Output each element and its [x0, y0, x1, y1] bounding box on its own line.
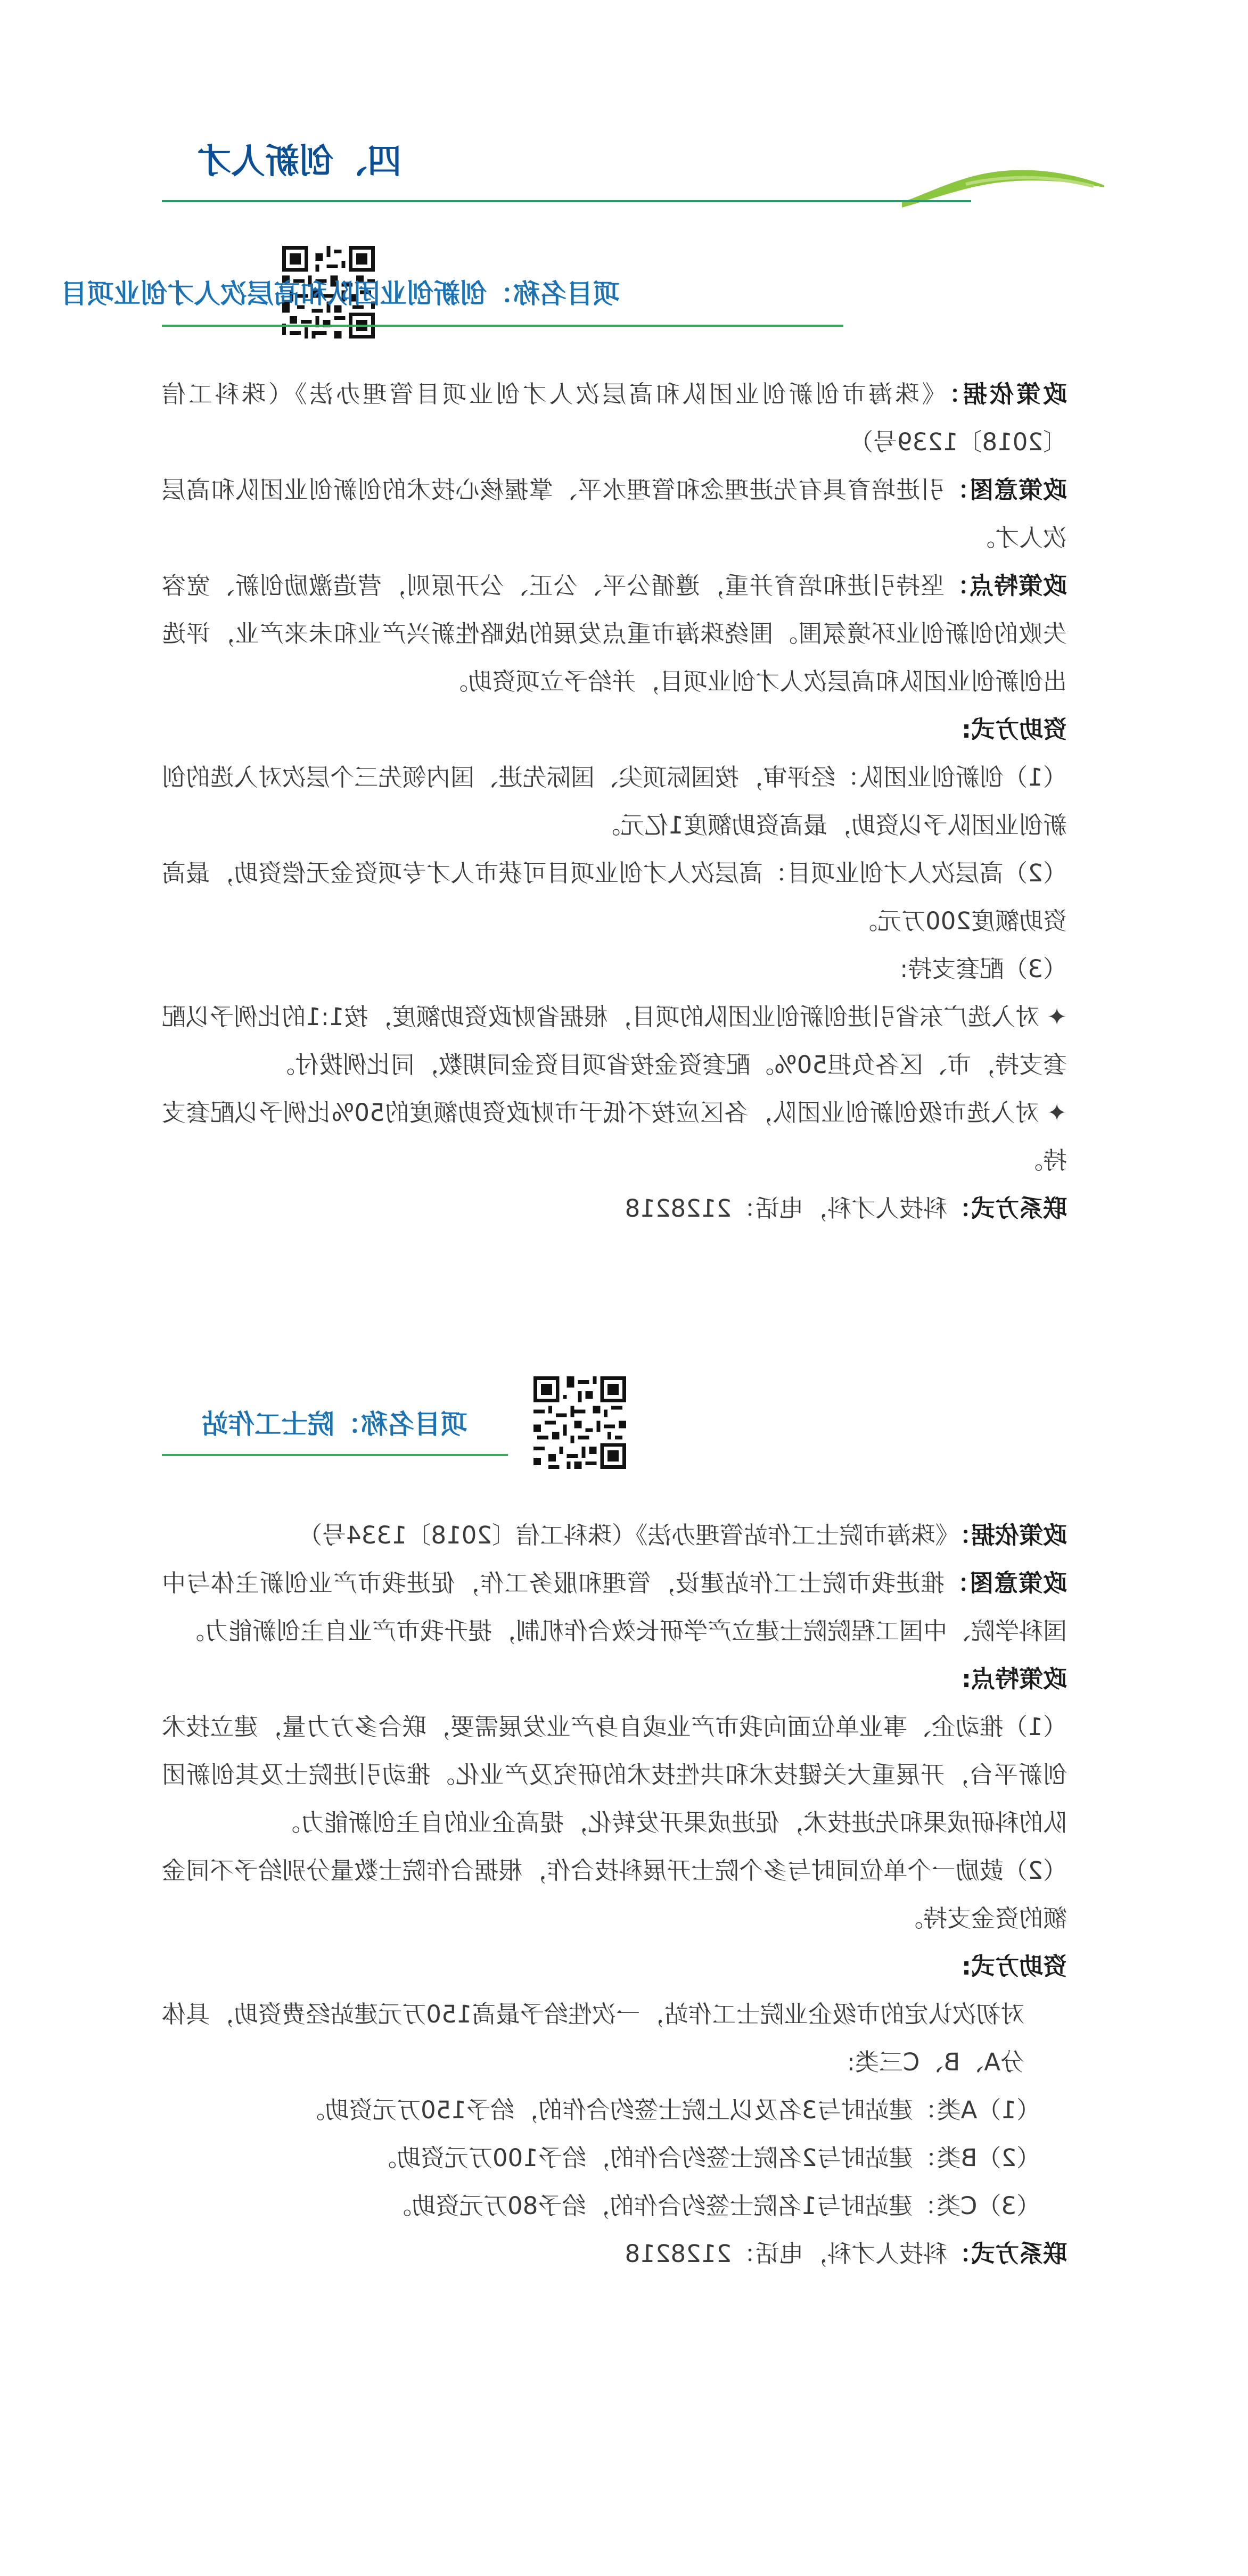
funding-label: 资助方式:: [962, 1952, 1067, 1980]
funding-item: （1）A类：建站时与3名及以上院士签约合作的，给予150万元资助。: [301, 2096, 1040, 2124]
contact: [162, 1185, 1067, 1233]
policy-intent-label: 政策意图：: [945, 476, 1067, 504]
policy-basis-label: 政策依据：: [947, 1521, 1067, 1549]
policy-basis-text: 《珠海市创新创业团队和高层次人才创业项目管理办法》（珠科工信〔2018〕1239号）: [162, 380, 1067, 456]
funding-item: （3）配套支持:: [900, 955, 1067, 983]
project-body: [162, 1512, 1067, 2278]
project-title: 项目名称：院士工作站: [201, 1409, 467, 1440]
contact-text: 科技人才科，电话：2128218: [625, 1194, 947, 1223]
policy-basis: [162, 1512, 1067, 1559]
bullet-item: ✦ 对入选市级创新创业团队，各区应按不低于市财政资助额度的50%比例予以配套支持。: [162, 1099, 1067, 1175]
policy-features-text: 坚持引进和培育并重，遵循公平、公正、公开原则，营造激励创新、宽容失败的创新创业环境氛围。围绕珠海市重点发展的战略性新兴产业和未来产业，评选出创新创业团队和高层次人才创业项目，并给予立项资助。: [162, 572, 1067, 696]
policy-intent-label: 政策意图：: [945, 1569, 1067, 1597]
policy-intent-text: 引进培育具有先进理念和管理水平、掌握核心技术的创新创业团队和高层次人才。: [162, 476, 1067, 552]
funding-item: （2）B类：建站时与2名院士签约合作的，给予100万元资助。: [372, 2144, 1040, 2172]
funding-item: （2）高层次人才创业项目：高层次人才创业项目可获市人才专项资金无偿资助，最高资助额度200万元。: [162, 859, 1067, 935]
bullet-item: ✦ 对入选广东省引进创新创业团队的项目，根据省财政资助额度，按1:1的比例予以配套支持，市、区各负担50%。配套资金按省项目资金同期数，同比例拨付。: [162, 1003, 1067, 1079]
policy-features: [162, 562, 1067, 706]
section-divider: [162, 200, 971, 202]
policy-intent: [162, 1559, 1067, 1655]
policy-basis: [162, 370, 1067, 466]
project-body: [162, 370, 1067, 1233]
funding-label: 资助方式:: [962, 715, 1067, 744]
project-title-underline: [162, 325, 843, 327]
section-title: 四、创新人才: [197, 142, 401, 181]
policy-intent-text: 推进我市院士工作站建设，管理和服务工作，促进我市产业创新主体与中国科学院、中国工程院院士建立产学研长效合作机制，提升我市产业自主创新能力。: [162, 1569, 1067, 1645]
policy-basis-text: 《珠海市院士工作站管理办法》（珠科工信〔2018〕1334号）: [298, 1521, 947, 1549]
contact-label: 联系方式：: [947, 2240, 1067, 2268]
qr-code-icon: [533, 1376, 626, 1469]
features-item: （1）推动企、事业单位面向我市产业或自身产业发展需要，联合多方力量，建立技术创新平台，开展重大关键技术和共性技术的研究及产业化。推动引进院士及其创新团队的科研成果和先进技术，促进成果开发转化，提高企业的自主创新能力。: [162, 1713, 1067, 1837]
features-item: （2）鼓励一个单位同时与多个院士开展科技合作，根据合作院士数量分别给予不同金额的资金支持。: [162, 1856, 1067, 1933]
funding-item: （3）C类：建站时与1名院士签约合作的，给予80万元资助。: [388, 2192, 1040, 2220]
funding-intro: 对初次认定的市级企业院士工作站，一次性给予最高150万元建站经费资助，具体分A、B、C三类:: [162, 2000, 1024, 2076]
policy-features-label: 政策特点:: [962, 1665, 1067, 1693]
contact: [162, 2230, 1067, 2278]
contact-text: 科技人才科，电话：2128218: [625, 2240, 947, 2268]
policy-intent: [162, 466, 1067, 562]
project-title: 项目名称：创新创业团队和高层次人才创业项目: [61, 278, 620, 309]
contact-label: 联系方式：: [947, 1194, 1067, 1223]
policy-basis-label: 政策依据：: [934, 380, 1067, 408]
policy-features-label: 政策特点：: [945, 572, 1067, 600]
funding-item: （1）创新创业团队：经评审，按国际顶尖、国际先进、国内领先三个层次对入选的创新创业团队予以资助，最高资助额度1亿元。: [162, 763, 1067, 839]
project-title-underline: [162, 1454, 508, 1456]
